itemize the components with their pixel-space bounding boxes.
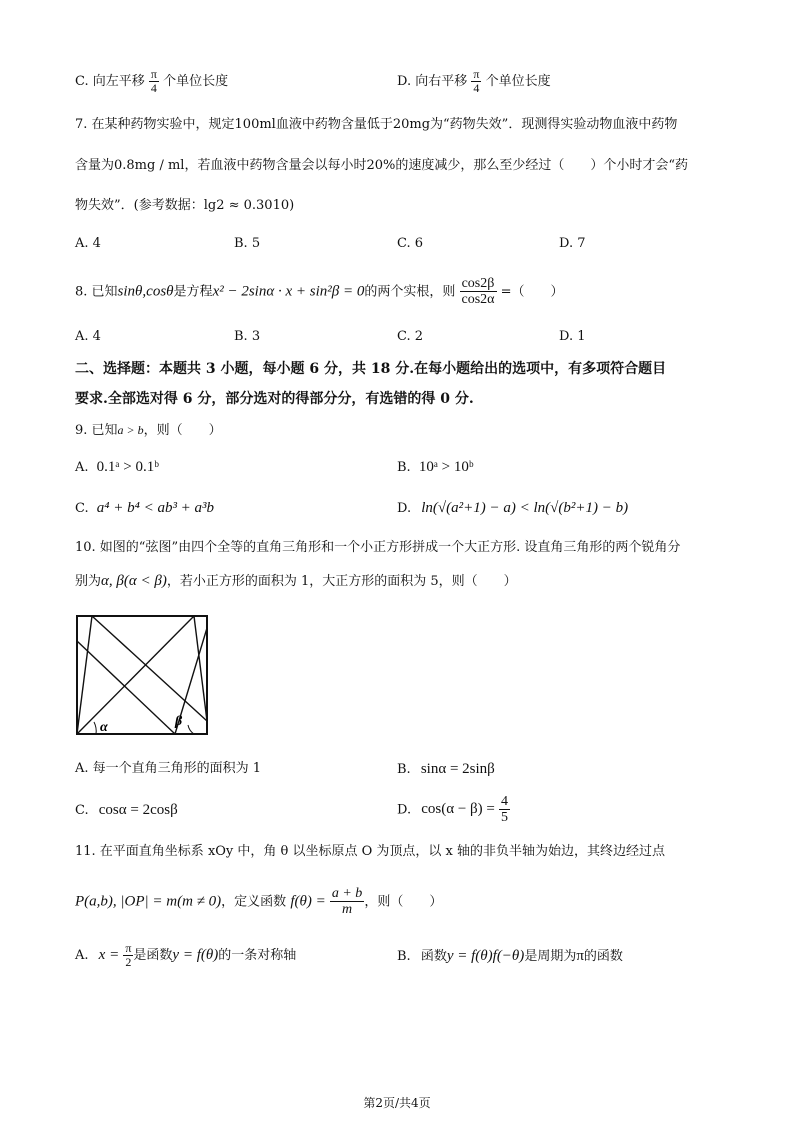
q10-option-a: A. 每一个直角三角形的面积为 1 bbox=[75, 761, 262, 776]
q8-stem bbox=[75, 276, 564, 308]
q9-option-a bbox=[75, 460, 159, 475]
q8-option-c: C. 2 bbox=[397, 329, 424, 344]
q10-line-1: 10. 如图的“弦图”由四个全等的直角三角形和一个小正方形拼成一个大正方形. 设直角三角形的两个锐角分 bbox=[75, 540, 681, 555]
q9-stem bbox=[75, 424, 222, 437]
q6-option-d-tail: 个单位长度 bbox=[485, 74, 551, 90]
q6-option-c-text: C. 向左平移 bbox=[75, 74, 145, 90]
q10-line-2 bbox=[75, 574, 517, 589]
q11-option-b bbox=[397, 949, 623, 964]
frac-num: a + b bbox=[331, 886, 363, 901]
q11-option-a-tail: 的一条对称轴 bbox=[218, 948, 297, 964]
q7-option-b: B. 5 bbox=[234, 236, 261, 251]
q9-option-a-math: 0.1ᵃ > 0.1ᵇ bbox=[96, 459, 159, 475]
q10-option-c-math: cosα = 2cosβ bbox=[98, 802, 178, 818]
q11-option-a-mid: 是函数 bbox=[133, 948, 173, 964]
q7-option-d: D. 7 bbox=[559, 236, 586, 251]
string-figure bbox=[74, 613, 214, 739]
q9-stem-text: 9. 已知 bbox=[75, 423, 118, 438]
q9-stem-tail: ，则（ ） bbox=[143, 423, 222, 438]
section2-line-2: 要求.全部选对得 6 分，部分选对的得部分分，有选错的得 0 分. bbox=[75, 391, 474, 407]
option-label: C. bbox=[75, 501, 89, 516]
q8-option-b: B. 3 bbox=[234, 329, 261, 344]
option-label: A. bbox=[75, 460, 89, 475]
option-label: D. bbox=[397, 802, 412, 818]
page-number: 第2页/共4页 bbox=[363, 1096, 431, 1110]
q11-option-a bbox=[75, 942, 296, 969]
frac-den: 4 bbox=[473, 81, 480, 96]
q7-line-1: 7. 在某种药物实验中，规定100ml血液中药物含量低于20mg为“药物失效”．现测得实验动物血液中药物 bbox=[75, 117, 678, 132]
section2-line-1: 二、选择题：本题共 3 小题，每小题 6 分，共 18 分.在每小题给出的选项中，有多项符合题目 bbox=[75, 361, 667, 377]
q8-stem-b: sinθ,cosθ bbox=[117, 283, 174, 300]
q11-option-b-fn: y = f(θ)f(−θ) bbox=[446, 948, 525, 964]
q11-option-a-x: x = bbox=[98, 947, 120, 964]
frac-den: 4 bbox=[150, 81, 157, 96]
q7-line-2: 含量为0.8mg / ml，若血液中药物含量会以每小时20%的速度减少，那么至少经过（ ）个小时才会“药 bbox=[75, 158, 688, 173]
q7-line-3: 物失效”．(参考数据：lg2 ≈ 0.3010) bbox=[75, 198, 295, 213]
q6-option-d-text: D. 向右平移 bbox=[397, 74, 468, 90]
q10-line-2c: ，若小正方形的面积为 1，大正方形的面积为 5，则（ ） bbox=[166, 574, 517, 589]
option-label: A. bbox=[75, 948, 89, 964]
q10-angles: α, β(α < β) bbox=[101, 573, 167, 589]
q10-option-d bbox=[397, 794, 510, 826]
q8-stem-c: 是方程 bbox=[173, 284, 213, 300]
frac-num: π bbox=[150, 67, 157, 81]
frac-num: π bbox=[125, 941, 132, 955]
q8-equation: x² − 2sinα · x + sin²β = 0 bbox=[212, 283, 365, 300]
q9-option-c-math: a⁴ + b⁴ < ab³ + a³b bbox=[96, 500, 215, 516]
q11-function: f(θ) = bbox=[290, 893, 326, 910]
frac-num: 4 bbox=[501, 794, 509, 809]
q11-line-1: 11. 在平面直角坐标系 xOy 中，角 θ 以坐标原点 O 为顶点，以 x 轴的非负半轴为始边，其终边经过点 bbox=[75, 844, 666, 859]
option-label: B. bbox=[397, 949, 411, 964]
q8-fraction bbox=[460, 276, 497, 308]
q11-option-b-pi: π bbox=[576, 948, 584, 964]
frac-den: 5 bbox=[501, 810, 509, 826]
q8-option-a: A. 4 bbox=[75, 329, 101, 344]
q6-option-d bbox=[397, 68, 551, 95]
q6-option-c-tail: 个单位长度 bbox=[163, 74, 229, 90]
q11-point: P(a,b), |OP| = m(m ≠ 0) bbox=[75, 893, 222, 910]
option-label: C. bbox=[75, 803, 89, 818]
frac-num: cos2β bbox=[460, 276, 497, 292]
q9-option-c bbox=[75, 501, 214, 516]
q8-stem-d: 的两个实根，则 bbox=[364, 284, 456, 300]
q10-option-b-math: sinα = 2sinβ bbox=[420, 761, 495, 777]
option-label: B. bbox=[397, 460, 411, 475]
q8-option-d: D. 1 bbox=[559, 329, 586, 344]
q10-option-d-fraction bbox=[499, 794, 510, 826]
q9-condition: a > b bbox=[117, 423, 144, 437]
frac-den: 2 bbox=[125, 955, 132, 970]
q9-option-d bbox=[397, 501, 628, 516]
q7-option-c: C. 6 bbox=[397, 236, 424, 251]
q7-option-a: A. 4 bbox=[75, 236, 101, 251]
q8-stem-a: 8. 已知 bbox=[75, 284, 118, 300]
q9-option-b-math: 10ᵃ > 10ᵇ bbox=[418, 459, 474, 475]
option-label: D. bbox=[397, 501, 412, 516]
q8-stem-e: =（ ） bbox=[500, 284, 564, 300]
q11-line-2 bbox=[75, 886, 442, 918]
q11-line-2d: ，则（ ） bbox=[364, 894, 443, 910]
q10-line-2a: 别为 bbox=[75, 574, 102, 589]
q10-option-d-math: cos(α − β) = bbox=[421, 801, 495, 818]
q11-option-a-fraction bbox=[123, 942, 133, 969]
q6-option-c-fraction bbox=[149, 68, 159, 95]
q11-option-b-b: 是周期为 bbox=[524, 949, 577, 964]
q11-option-b-c: 的函数 bbox=[583, 949, 623, 964]
frac-num: π bbox=[473, 67, 480, 81]
option-label: B. bbox=[397, 762, 411, 777]
figure-beta-label: β bbox=[175, 714, 183, 729]
q10-option-c bbox=[75, 803, 178, 818]
q10-option-b bbox=[397, 762, 495, 777]
q11-line-2b: ，定义函数 bbox=[221, 894, 287, 910]
q11-option-b-a: 函数 bbox=[420, 949, 447, 964]
frac-den: m bbox=[342, 902, 353, 918]
q9-option-d-math: ln(√(a²+1) − a) < ln(√(b²+1) − b) bbox=[421, 500, 629, 516]
q11-fraction bbox=[330, 886, 364, 918]
q9-option-b bbox=[397, 460, 474, 475]
q11-option-a-fn: y = f(θ) bbox=[172, 947, 219, 964]
frac-den: cos2α bbox=[461, 292, 495, 308]
q6-option-d-fraction bbox=[471, 68, 481, 95]
q6-option-c bbox=[75, 68, 228, 95]
figure-alpha-label: α bbox=[100, 720, 108, 735]
